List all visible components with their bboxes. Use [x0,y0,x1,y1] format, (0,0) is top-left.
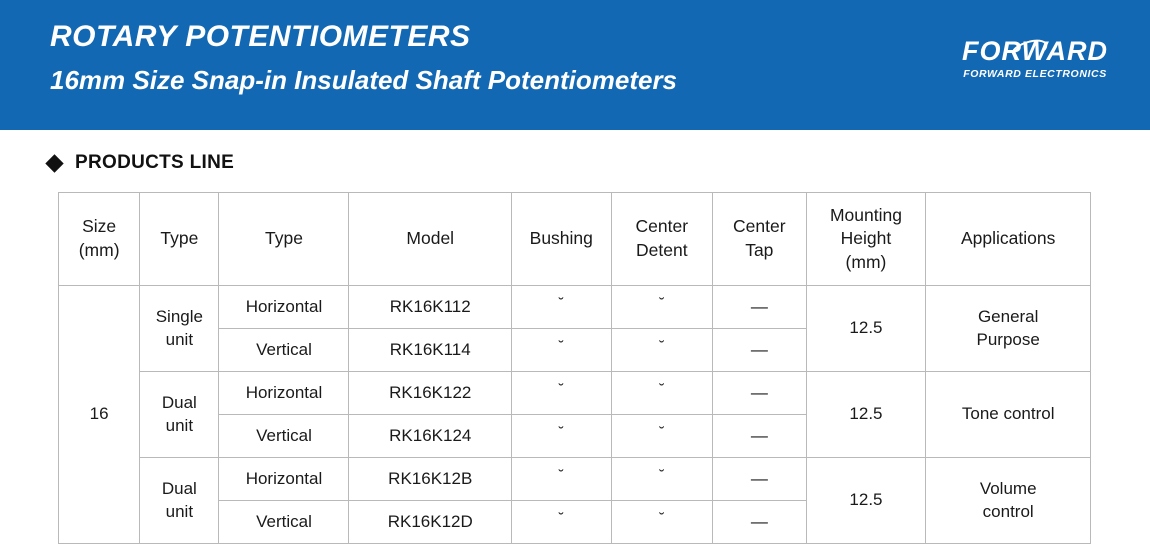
page-subtitle: 16mm Size Snap-in Insulated Shaft Potentiometers [50,64,678,95]
col-header-size [59,193,140,286]
cell-model: RK16K12D [349,501,512,544]
col-header-center-tap-line1: Center [733,216,786,237]
check-mark-icon: ˘ [558,294,564,312]
check-mark-icon: ˘ [558,380,564,398]
cell-type-unit-line1: Single [155,306,203,326]
check-mark-icon: ˘ [558,337,564,355]
section-heading [48,152,1150,174]
page-title: ROTARY POTENTIOMETERS [50,20,471,53]
cell-model: RK16K112 [349,286,512,329]
table-row [59,458,1091,501]
check-mark-icon: ˘ [659,294,665,312]
products-table-wrapper [58,192,1091,544]
page-header-banner [0,0,1150,130]
table-row [59,372,1091,415]
check-mark-icon: ˘ [558,423,564,441]
col-header-center-detent-line1: Center [635,216,689,237]
col-header-mounting-height [806,193,926,286]
cell-center-tap: — [713,501,806,544]
cell-type-orientation: Horizontal [219,458,349,501]
company-logo [962,38,1108,80]
cell-type-unit-line2: unit [165,501,194,521]
cell-applications-line2: control [982,501,1034,521]
cell-applications [926,372,1091,458]
cell-bushing [512,329,612,372]
cell-size: 16 [59,286,140,544]
cell-center-tap: — [713,286,806,329]
cell-type-orientation: Vertical [219,415,349,458]
col-header-model: Model [349,193,512,286]
cell-applications-line2: Purpose [976,329,1040,349]
cell-applications-line1: Volume [979,478,1037,498]
check-mark-icon: ˘ [659,337,665,355]
cell-center-detent [611,501,713,544]
col-header-mounting-height-line2: Height [840,228,892,249]
cell-mounting-height: 12.5 [806,458,926,544]
check-mark-icon: ˘ [659,423,665,441]
cell-mounting-height: 12.5 [806,372,926,458]
cell-bushing [512,372,612,415]
col-header-applications: Applications [926,193,1091,286]
cell-type-unit-line1: Dual [161,478,197,498]
table-header-row [59,193,1091,286]
check-mark-icon: ˘ [558,509,564,527]
cell-model: RK16K114 [349,329,512,372]
cell-type-unit [140,458,219,544]
col-header-type-unit: Type [140,193,219,286]
check-mark-icon: ˘ [659,380,665,398]
cell-type-unit [140,286,219,372]
cell-bushing [512,501,612,544]
cell-center-detent [611,458,713,501]
cell-bushing [512,458,612,501]
cell-type-orientation: Horizontal [219,286,349,329]
col-header-type-orientation: Type [219,193,349,286]
col-header-center-tap-line2: Tap [745,240,774,260]
cell-applications [926,458,1091,544]
cell-center-detent [611,372,713,415]
logo-tagline: FORWARD ELECTRONICS [963,68,1107,80]
col-header-mounting-height-line1: Mounting [829,204,902,225]
table-body [59,286,1091,544]
cell-model: RK16K122 [349,372,512,415]
cell-type-unit-line2: unit [165,415,194,435]
col-header-size-line2: (mm) [78,240,120,260]
products-line-table [58,192,1091,544]
table-header-row-group [59,193,1091,286]
diamond-bullet-icon [45,154,63,172]
cell-bushing [512,415,612,458]
check-mark-icon: ˘ [558,466,564,484]
cell-center-tap: — [713,372,806,415]
cell-applications-line1: Tone control [961,404,1055,424]
cell-applications [926,286,1091,372]
cell-center-detent [611,286,713,329]
check-mark-icon: ˘ [659,466,665,484]
table-row [59,286,1091,329]
col-header-bushing: Bushing [512,193,612,286]
cell-center-detent [611,415,713,458]
col-header-mounting-height-line3: (mm) [845,251,887,272]
cell-type-unit [140,372,219,458]
cell-type-orientation: Horizontal [219,372,349,415]
cell-type-unit-line1: Dual [161,392,197,412]
col-header-size-line1: Size [82,216,117,237]
col-header-center-detent [611,193,713,286]
cell-center-detent [611,329,713,372]
cell-type-orientation: Vertical [219,329,349,372]
cell-model: RK16K12B [349,458,512,501]
cell-type-unit-line2: unit [165,329,194,349]
cell-center-tap: — [713,458,806,501]
cell-center-tap: — [713,415,806,458]
logo-wordmark-text: FORWARD [962,36,1108,66]
cell-mounting-height: 12.5 [806,286,926,372]
cell-bushing [512,286,612,329]
cell-applications-line1: General [977,306,1039,326]
cell-model: RK16K124 [349,415,512,458]
col-header-center-tap [713,193,806,286]
cell-center-tap: — [713,329,806,372]
check-mark-icon: ˘ [659,509,665,527]
section-title: PRODUCTS LINE [75,152,235,173]
col-header-center-detent-line2: Detent [636,240,688,260]
cell-type-orientation: Vertical [219,501,349,544]
logo-wordmark [962,38,1108,65]
